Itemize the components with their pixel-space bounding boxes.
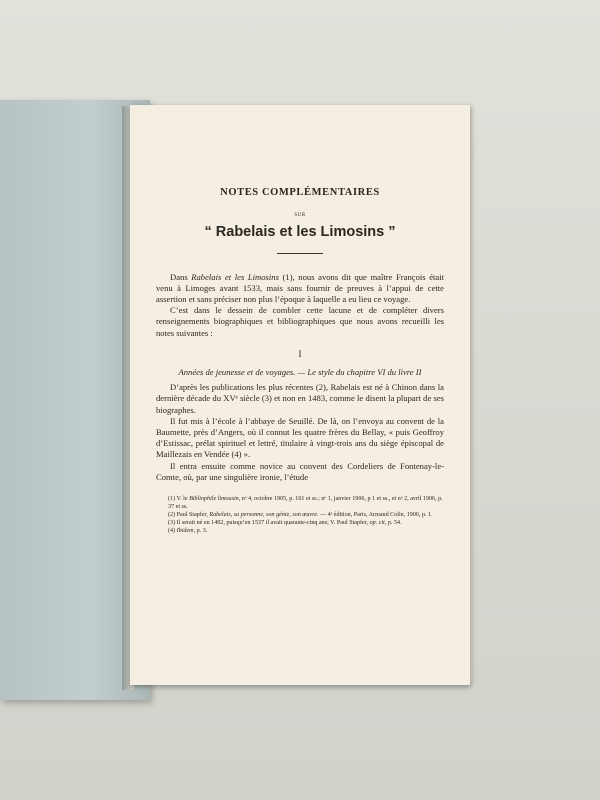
intro-work-title: Rabelais et les Limosins: [191, 271, 279, 282]
footnote-text: , p. 54.: [384, 520, 402, 527]
footnote-2: [156, 511, 444, 519]
footnote-1: [156, 495, 444, 511]
footnote-text: , nᵒ 4, octobre 1905, p. 101 et ss.; nᵒ 1, janvier 1906, p 1 et ss., et nᵒ 2, avril 1906, p. 37 et ss.: [168, 496, 443, 511]
footnote-4: [156, 527, 444, 535]
footnote-text: (4): [168, 528, 177, 535]
footnote-italic: Ibidem: [176, 528, 194, 535]
section-heading: Années de jeunesse et de voyages. — Le style du chapitre VI du livre II: [178, 367, 422, 378]
footnote-text: (2) Paul Stapfer,: [168, 512, 210, 519]
footnote-italic: Bibliophile limousin: [189, 496, 239, 503]
intro-text-rest: (1), nous avons dit que maître François était venu à Limoges avant 1533, mais sans fournir de preuves à l’appui de cette assertion et sans préciser non plus l’époque à laquelle a eu lieu ce voyage.: [156, 271, 444, 305]
intro-paragraph-2: C’est dans le dessein de combler cette lacune et de compléter divers renseignements biographiques et bibliographiques que nous avons recueilli les notes suivantes :: [156, 305, 444, 338]
page-content: [156, 187, 444, 536]
title-divider: [277, 253, 323, 254]
footnote-italic: Rabelais, sa personne, son génie, son œuvre.: [209, 512, 319, 519]
footnote-italic: op. cit: [369, 520, 385, 527]
footnote-text: (1) V. le: [168, 496, 190, 503]
document-subtitle: “ Rabelais et les Limosins ”: [204, 224, 396, 241]
footnote-text: (3) Il serait né en 1492, puisqu’en 1537 il avait quarante-cinq ans; V. Paul Stapfer,: [168, 520, 370, 527]
title-connector: SUR: [294, 213, 306, 219]
document-page: [130, 105, 470, 685]
body-paragraph: Il fut mis à l’école à l’abbaye de Seuillé. De là, on l’envoya au convent de la Baumette, près d’Angers, où il connut les quatre frères du Bellay, « puis Geoffroy d’Estissac, prélat spirituel et lettré, titulaire à vingt-trois ans du siège épiscopal de Maillezais en Vendée (4) ».: [156, 415, 444, 460]
footnote-text: — 4ᵉ édition, Paris, Armand Colin, 1906, p. 1.: [318, 512, 433, 519]
intro-text-start: Dans: [170, 271, 192, 282]
footnotes: [156, 495, 444, 535]
section-number: I: [298, 348, 302, 359]
document-title: NOTES COMPLÉMENTAIRES: [220, 187, 380, 198]
body-paragraph: Il entra ensuite comme novice au convent des Cordeliers de Fontenay-le-Comte, où, par une singulière ironie, l’étude: [156, 460, 444, 482]
intro-paragraph-1: [156, 272, 444, 306]
body-paragraph: D’après les publications les plus récentes (2), Rabelais est né à Chinon dans la dernière décade du XVᵉ siècle (3) et non en 1483, comme le disent la plupart de ses biographes.: [156, 382, 444, 415]
footnote-text: , p. 3.: [193, 528, 208, 535]
footnote-3: [156, 519, 444, 527]
